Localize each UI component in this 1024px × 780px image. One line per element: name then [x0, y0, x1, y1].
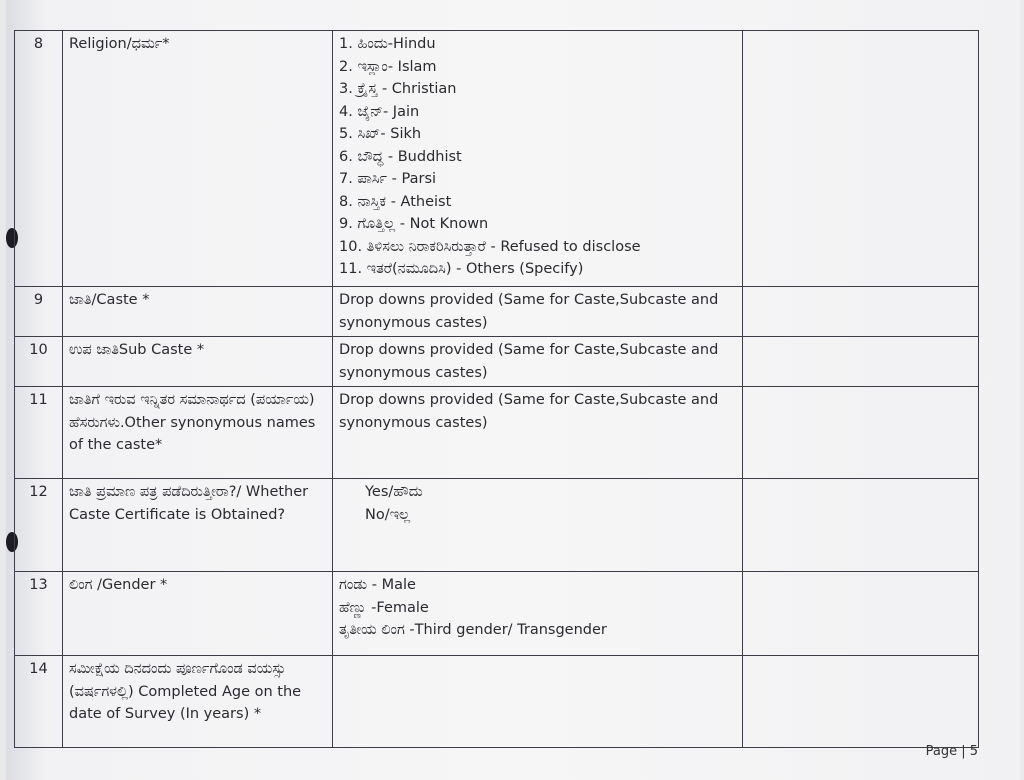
option-item: ತೃತೀಯ ಲಿಂಗ -Third gender/ Transgender	[339, 622, 607, 638]
option-item: No/ಇಲ್ಲ	[365, 506, 411, 523]
row-number: 8	[15, 31, 63, 287]
answer-options: Drop downs provided (Same for Caste,Subcaste and synonymous castes)	[333, 337, 743, 387]
question-label: ಉಪ ಜಾತಿSub Caste *	[63, 337, 333, 387]
answer-options: Drop downs provided (Same for Caste,Subcaste and synonymous castes)	[333, 387, 743, 479]
response-cell[interactable]	[743, 387, 979, 479]
response-cell[interactable]	[743, 656, 979, 748]
question-label: ಸಮೀಕ್ಷೆಯ ದಿನದಂದು ಪೂರ್ಣಗೊಂಡ ವಯಸ್ಸು (ವರ್ಷಗಳಲ್ಲಿ) Completed Age on the date of Survey (In years) *	[63, 656, 333, 748]
option-item: 5. ಸಿಖ್- Sikh	[339, 126, 422, 142]
option-item: ಗಂಡು - Male	[339, 577, 416, 593]
table-row	[15, 387, 979, 479]
table-row	[15, 287, 979, 337]
row-number: 12	[15, 479, 63, 572]
question-label: ಜಾತಿ ಪ್ರಮಾಣ ಪತ್ರ ಪಡೆದಿರುತ್ತೀರಾ?/ Whether Caste Certificate is Obtained?	[63, 479, 333, 572]
option-item: 2. ಇಸ್ಲಾಂ- Islam	[339, 58, 437, 75]
row-number: 13	[15, 572, 63, 656]
row-number: 14	[15, 656, 63, 748]
option-item: 11. ಇತರೆ(ನಮೂದಿಸಿ) - Others (Specify)	[339, 261, 584, 277]
row-number: 11	[15, 387, 63, 479]
survey-questions-table	[14, 30, 979, 748]
option-item: Yes/ಹೌದು	[365, 484, 423, 500]
response-cell[interactable]	[743, 337, 979, 387]
table-row	[15, 656, 979, 748]
response-cell[interactable]	[743, 287, 979, 337]
answer-options	[333, 656, 743, 748]
answer-options	[333, 479, 743, 572]
question-label: ಜಾತಿಗೆ ಇರುವ ಇನ್ನಿತರ ಸಮಾನಾರ್ಥದ (ಪರ್ಯಾಯ) ಹೆಸರುಗಳು.Other synonymous names of the caste*	[63, 387, 333, 479]
option-item: 3. ಕ್ರೈಸ್ತ - Christian	[339, 81, 457, 97]
response-cell[interactable]	[743, 31, 979, 287]
answer-options	[333, 31, 743, 287]
option-item: 10. ತಿಳಿಸಲು ನಿರಾಕರಿಸಿರುತ್ತಾರೆ - Refused to disclose	[339, 238, 641, 255]
table-row	[15, 572, 979, 656]
answer-options: Drop downs provided (Same for Caste,Subcaste and synonymous castes)	[333, 287, 743, 337]
table-row	[15, 31, 979, 287]
option-item: ಹೆಣ್ಣು -Female	[339, 599, 429, 616]
option-item: 4. ಜೈನ್- Jain	[339, 103, 420, 120]
row-number: 9	[15, 287, 63, 337]
option-item: 7. ಪಾರ್ಸಿ - Parsi	[339, 171, 437, 187]
option-item: 1. ಹಿಂದು-Hindu	[339, 36, 436, 52]
response-cell[interactable]	[743, 572, 979, 656]
answer-options	[333, 572, 743, 656]
question-label: Religion/ಧರ್ಮ*	[63, 31, 333, 287]
question-label: ಜಾತಿ/Caste *	[63, 287, 333, 337]
option-item: 9. ಗೊತ್ತಿಲ್ಲ - Not Known	[339, 216, 489, 232]
table-row	[15, 337, 979, 387]
page-number: Page | 5	[925, 744, 978, 759]
question-label: ಲಿಂಗ /Gender *	[63, 572, 333, 656]
option-item: 6. ಬೌದ್ಧ - Buddhist	[339, 148, 462, 165]
row-number: 10	[15, 337, 63, 387]
table-row	[15, 479, 979, 572]
option-item: 8. ನಾಸ್ತಿಕ - Atheist	[339, 193, 452, 210]
response-cell[interactable]	[743, 479, 979, 572]
